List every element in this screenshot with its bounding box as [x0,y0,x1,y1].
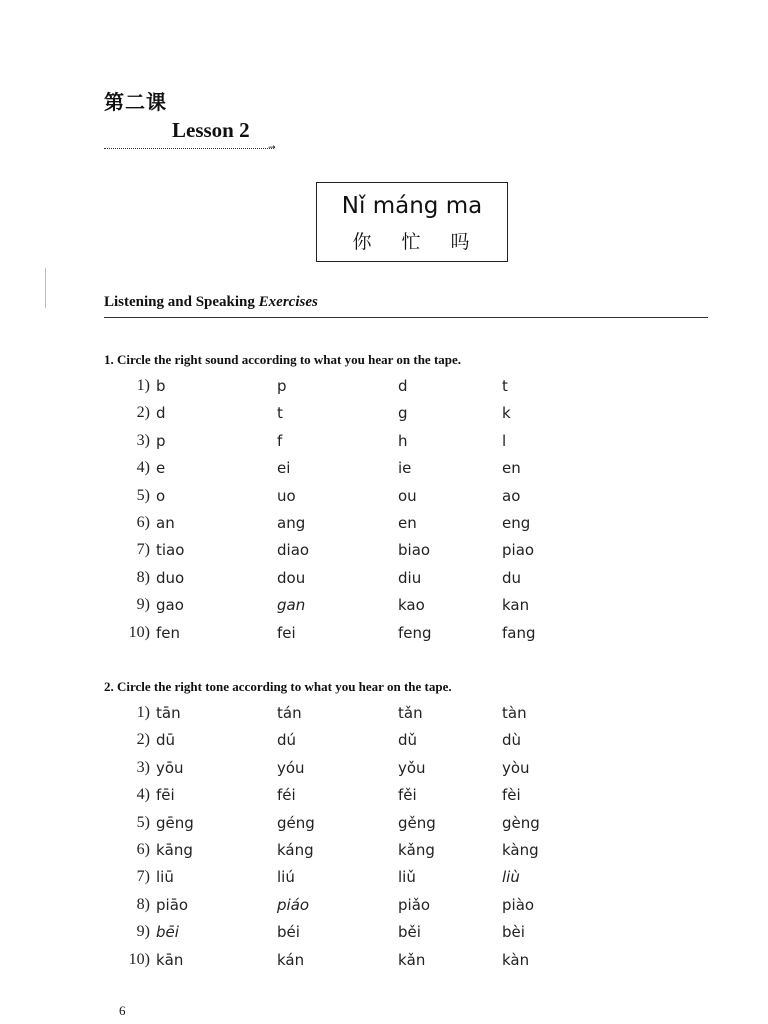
sound-option[interactable]: t [277,404,283,423]
sound-option[interactable]: d [156,404,166,423]
item-number: 6) [136,841,150,858]
sound-option[interactable]: en [502,459,521,478]
sound-option[interactable]: piáo [277,895,310,914]
item-number: 4) [136,459,150,477]
sound-option[interactable]: tàn [502,704,527,722]
sound-option[interactable]: h [398,431,408,450]
sound-option[interactable]: dù [502,731,522,750]
exercise-row [0,731,768,755]
sound-option[interactable]: piao [502,541,535,560]
sound-option[interactable]: fang [502,623,536,642]
sound-option[interactable]: ao [502,486,521,505]
sound-option[interactable]: ou [398,486,417,505]
item-number: 10) [128,623,150,641]
sound-option[interactable]: béi [277,923,300,942]
item-number: 5) [136,486,150,504]
sound-option[interactable]: du [502,568,522,587]
sound-option[interactable]: fēi [156,786,175,805]
exercise-row [0,487,768,511]
item-number: 7) [136,868,150,886]
item-number: 5) [136,813,150,831]
item-number: 6) [136,514,150,531]
exercise-row [0,951,768,975]
item-number: 10) [128,950,150,968]
sound-option[interactable]: ie [398,459,412,478]
exercise-row [0,786,768,810]
sound-option[interactable]: tiao [156,541,185,560]
sound-option[interactable]: gan [277,596,306,615]
title-hanzi: 你 忙 吗 [352,231,472,253]
arrow-icon: → [268,143,276,153]
exercise-row [0,923,768,947]
sound-option[interactable]: gēng [156,813,194,832]
sound-option[interactable]: b [156,377,166,395]
sound-option[interactable]: g [398,404,408,423]
sound-option[interactable]: kao [398,596,425,615]
margin-mark [45,268,46,308]
sound-option[interactable]: kǎn [398,950,426,969]
sound-option[interactable]: yōu [156,758,184,777]
sound-option[interactable]: uo [277,486,296,505]
sound-option[interactable]: duo [156,568,185,587]
title-pinyin: Nǐ máng ma [341,193,483,219]
sound-option[interactable]: feng [398,623,432,642]
sound-option[interactable]: t [502,377,508,395]
sound-option[interactable]: ei [277,459,291,478]
item-number: 8) [136,895,150,913]
exercise-row [0,896,768,920]
sound-option[interactable]: e [156,459,166,478]
sound-option[interactable]: gao [156,596,184,615]
exercise-row [0,459,768,483]
sound-option[interactable]: káng [277,841,314,859]
sound-option[interactable]: f [277,431,283,450]
sound-option[interactable]: kǎng [398,841,435,859]
exercise-row [0,514,768,538]
chapter-title: 第二课 [104,90,167,114]
item-number: 7) [136,541,150,559]
section-heading-main: Listening and Speaking [104,294,259,310]
exercise-row [0,377,768,401]
exercise-1-instruction: 1. Circle the right sound according to what you hear on the tape. [104,352,462,367]
item-number: 2) [136,731,150,749]
sound-option[interactable]: fěi [398,786,417,805]
sound-option[interactable]: dū [156,731,176,750]
sound-option[interactable]: fei [277,623,296,642]
sound-option[interactable]: kàng [502,841,539,859]
sound-option[interactable]: yǒu [398,758,426,777]
sound-option[interactable]: an [156,514,175,532]
sound-option[interactable]: tǎn [398,704,423,722]
sound-option[interactable]: en [398,514,417,532]
item-number: 4) [136,786,150,804]
item-number: 9) [136,596,150,614]
exercise-row [0,432,768,456]
item-number: 2) [136,404,150,422]
section-rule [104,317,708,318]
lesson-title: Lesson 2 [172,118,250,142]
sound-option[interactable]: liū [156,868,174,887]
sound-option[interactable]: liù [502,868,520,887]
section-heading [104,294,318,311]
exercise-2-instruction: 2. Circle the right tone according to what you hear on the tape. [104,679,452,694]
item-number: 1) [136,704,150,721]
sound-option[interactable]: yòu [502,758,530,777]
item-number: 8) [136,568,150,586]
sound-option[interactable]: eng [502,514,531,532]
sound-option[interactable]: d [398,377,408,395]
sound-option[interactable]: fèi [502,786,521,805]
sound-option[interactable]: dú [277,731,297,750]
sound-option[interactable]: o [156,486,166,505]
sound-option[interactable]: p [277,377,287,395]
sound-option[interactable]: liú [277,868,295,887]
item-number: 3) [136,758,150,776]
exercise-row [0,841,768,865]
sound-option[interactable]: kān [156,950,184,969]
item-number: 1) [136,377,150,394]
exercise-row [0,814,768,838]
sound-option[interactable]: diu [398,568,422,587]
sound-option[interactable]: biao [398,541,431,560]
exercise-row [0,596,768,620]
lesson-title-box [316,182,508,262]
sound-option[interactable]: dǔ [398,731,418,750]
sound-option[interactable]: fen [156,623,181,642]
exercise-row [0,704,768,728]
item-number: 9) [136,923,150,941]
sound-option[interactable]: bèi [502,923,525,942]
sound-option[interactable]: piāo [156,895,189,914]
sound-option[interactable]: gèng [502,813,540,832]
section-heading-emphasis: Exercises [258,294,318,310]
exercise-row [0,624,768,648]
sound-option[interactable]: kan [502,596,530,615]
sound-option[interactable]: běi [398,923,421,942]
sound-option[interactable]: ang [277,514,306,532]
sound-option[interactable]: yóu [277,758,305,777]
sound-option[interactable]: tān [156,704,181,722]
sound-option[interactable]: kāng [156,841,193,859]
sound-option[interactable]: kán [277,950,305,969]
sound-option[interactable]: dou [277,568,306,587]
sound-option[interactable]: bēi [156,923,179,942]
sound-option[interactable]: p [156,431,166,450]
sound-option[interactable]: féi [277,786,296,805]
exercise-row [0,759,768,783]
page-number: 6 [119,1003,126,1018]
sound-option[interactable]: liǔ [398,868,416,887]
exercise-row [0,868,768,892]
lesson-dotted-rule [104,148,272,149]
exercise-row [0,569,768,593]
sound-option[interactable]: tán [277,704,302,722]
sound-option[interactable]: kàn [502,950,530,969]
sound-option[interactable]: piào [502,895,535,914]
exercise-row [0,541,768,565]
item-number: 3) [136,431,150,449]
sound-option[interactable]: géng [277,813,315,832]
sound-option[interactable]: gěng [398,813,436,832]
sound-option[interactable]: k [502,404,511,423]
sound-option[interactable]: diao [277,541,310,560]
exercise-row [0,404,768,428]
sound-option[interactable]: piǎo [398,895,431,914]
sound-option[interactable]: l [502,431,507,450]
